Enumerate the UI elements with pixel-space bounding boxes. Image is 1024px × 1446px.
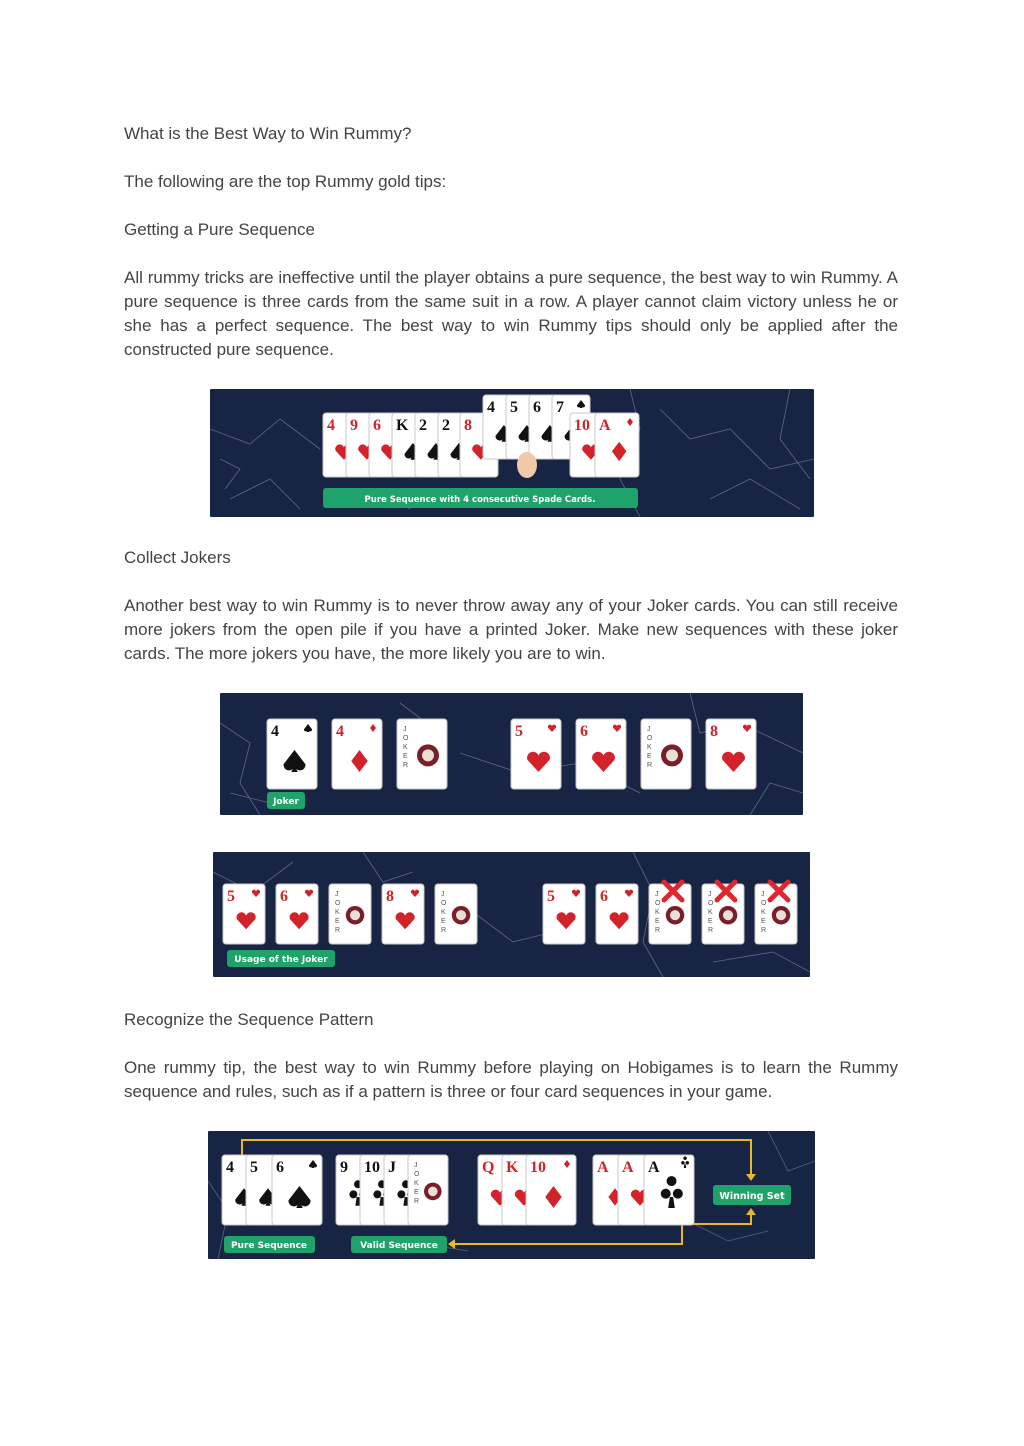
card-rank: 4 xyxy=(487,399,495,416)
joker-letter: K xyxy=(655,909,660,916)
joker-letter: J xyxy=(655,891,659,898)
joker-letter: O xyxy=(335,900,341,907)
card-rank: 10 xyxy=(530,1159,546,1176)
card-rank: K xyxy=(506,1159,519,1176)
joker-letter: J xyxy=(403,726,407,733)
intro-text: The following are the top Rummy gold tips: xyxy=(124,172,447,191)
card-rank: 5 xyxy=(227,888,235,905)
card-rank: 4 xyxy=(336,723,344,740)
joker-card xyxy=(435,884,477,944)
joker-letter: O xyxy=(708,900,714,907)
card-rank: 10 xyxy=(364,1159,380,1176)
card-rank: 6 xyxy=(580,723,588,740)
joker-letter: R xyxy=(335,927,341,934)
card-rank: J xyxy=(388,1159,396,1176)
card-rank: 6 xyxy=(533,399,541,416)
section-heading-pure-sequence: Getting a Pure Sequence xyxy=(124,220,315,239)
section-body-sequence-pattern: One rummy tip, the best way to win Rummy before playing on Hobigames is to learn the Rummy sequence and rules, such as if a pattern is three or four card sequences in your game. xyxy=(124,1058,898,1101)
card-rank: 8 xyxy=(464,417,472,434)
card-rank: A xyxy=(599,417,611,434)
card-rank: 4 xyxy=(327,417,335,434)
joker-letter: J xyxy=(441,891,445,898)
card-rank: 2 xyxy=(419,417,427,434)
joker-letter: O xyxy=(414,1171,420,1178)
joker-demo-card xyxy=(332,719,382,789)
card-rank: 6 xyxy=(276,1159,284,1176)
joker-letter: R xyxy=(414,1198,420,1205)
joker-card xyxy=(641,719,691,789)
card-rank: K xyxy=(396,417,409,434)
winning-set-image xyxy=(208,1131,815,1259)
usage-card xyxy=(276,884,318,944)
joker-letter: K xyxy=(761,909,766,916)
joker-letter: J xyxy=(708,891,712,898)
card-rank: 8 xyxy=(386,888,394,905)
joker-letter: R xyxy=(647,762,653,769)
joker-letter: O xyxy=(655,900,661,907)
usage-of-joker-image xyxy=(213,852,810,977)
joker-letter: K xyxy=(647,744,652,751)
card-rank: 5 xyxy=(515,723,523,740)
joker-letter: O xyxy=(441,900,447,907)
joker-letter: R xyxy=(441,927,447,934)
joker-letter: R xyxy=(761,927,767,934)
joker-letter: J xyxy=(647,726,651,733)
card-rank: A xyxy=(622,1159,634,1176)
card-rank: A xyxy=(597,1159,609,1176)
card-rank: 5 xyxy=(250,1159,258,1176)
winning-set-badge-label: Winning Set xyxy=(719,1191,785,1202)
joker-card xyxy=(329,884,371,944)
usage-card xyxy=(596,884,638,944)
joker-letter: K xyxy=(708,909,713,916)
joker-letter: K xyxy=(335,909,340,916)
hand-pointer-icon xyxy=(517,452,537,478)
joker-letter: K xyxy=(403,744,408,751)
joker-letter: E xyxy=(655,918,660,925)
card-rank: 6 xyxy=(373,417,381,434)
joker-letter: J xyxy=(414,1162,418,1169)
joker-card xyxy=(397,719,447,789)
joker-letter: O xyxy=(403,735,409,742)
card-rank: 4 xyxy=(271,723,279,740)
joker-letter: R xyxy=(708,927,714,934)
joker-letter: E xyxy=(761,918,766,925)
valid-sequence-badge-label: Valid Sequence xyxy=(360,1241,438,1251)
section-heading-sequence-pattern: Recognize the Sequence Pattern xyxy=(124,1010,374,1029)
usage-card xyxy=(223,884,265,944)
joker-letter: K xyxy=(441,909,446,916)
set-card xyxy=(644,1155,694,1225)
joker-letter: R xyxy=(655,927,661,934)
joker-demo-card xyxy=(267,719,317,789)
joker-badge-label: Joker xyxy=(273,797,299,807)
section-body-collect-jokers: Another best way to win Rummy is to never throw away any of your Joker cards. You can still receive more jokers from the open pile if you have a printed Joker. Make new sequences with these joker cards. The more jokers you have, the more likely you are to win. xyxy=(124,596,898,663)
card-rank: 9 xyxy=(350,417,358,434)
joker-letter: E xyxy=(708,918,713,925)
card-rank: 6 xyxy=(600,888,608,905)
joker-letter: K xyxy=(414,1180,419,1187)
joker-letter: E xyxy=(414,1189,419,1196)
card-rank: A xyxy=(648,1159,660,1176)
pure-sequence-badge-label: Pure Sequence xyxy=(230,1241,308,1251)
usage-card xyxy=(382,884,424,944)
joker-letter: O xyxy=(647,735,653,742)
joker-letter: J xyxy=(761,891,765,898)
sequence-card xyxy=(576,719,626,789)
joker-card xyxy=(408,1155,448,1225)
joker-letter: E xyxy=(647,753,652,760)
card-rank: 8 xyxy=(710,723,718,740)
set-card xyxy=(272,1155,322,1225)
joker-image xyxy=(220,693,803,815)
joker-letter: E xyxy=(441,918,446,925)
joker-letter: R xyxy=(403,762,409,769)
set-card xyxy=(526,1155,576,1225)
card-rank: 10 xyxy=(574,417,590,434)
card-rank: 9 xyxy=(340,1159,348,1176)
sequence-card xyxy=(706,719,756,789)
joker-letter: E xyxy=(335,918,340,925)
card-rank: 5 xyxy=(547,888,555,905)
caption-text: Pure Sequence with 4 consecutive Spade Cards. xyxy=(364,495,596,505)
usage-badge-label: Usage of the Joker xyxy=(234,955,328,965)
sequence-card xyxy=(511,719,561,789)
card-rank: 5 xyxy=(510,399,518,416)
usage-card xyxy=(543,884,585,944)
hand-card xyxy=(595,413,639,477)
card-rank: 7 xyxy=(556,399,564,416)
card-rank: 6 xyxy=(280,888,288,905)
joker-letter: O xyxy=(761,900,767,907)
page-title: What is the Best Way to Win Rummy? xyxy=(124,124,412,143)
card-rank: Q xyxy=(482,1159,495,1176)
joker-letter: E xyxy=(403,753,408,760)
section-heading-collect-jokers: Collect Jokers xyxy=(124,548,231,567)
card-rank: 2 xyxy=(442,417,450,434)
card-rank: 4 xyxy=(226,1159,234,1176)
section-body-pure-sequence: All rummy tricks are ineffective until the player obtains a pure sequence, the best way to win Rummy. A pure sequence is three cards from the same suit in a row. A player cannot claim victory unless he or she has a perfect sequence. The best way to win Rummy tips should only be applied after the constructed pure sequence. xyxy=(124,268,898,359)
pure-sequence-image xyxy=(210,389,814,517)
joker-letter: J xyxy=(335,891,339,898)
